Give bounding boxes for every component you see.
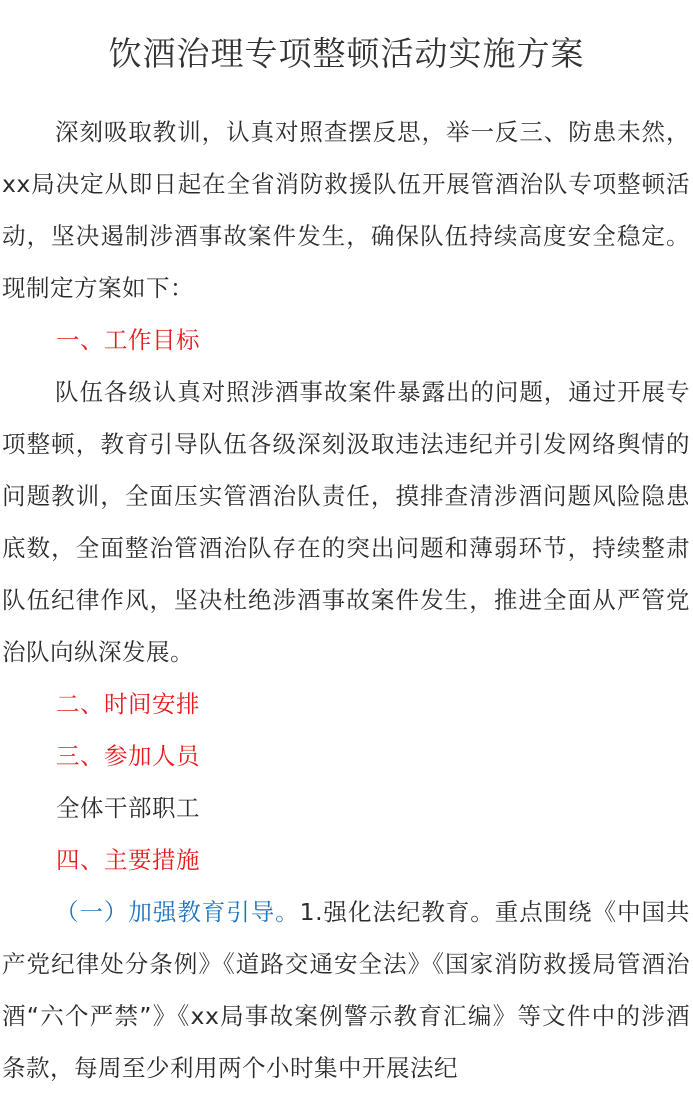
- measure-1-text: 1.强化法纪教育。重点围绕《中国共产党纪律处分条例》《道路交通安全法》《国家消防救援局管酒治酒“六个严禁”》《xx局事故案例警示教育汇编》等文件中的涉酒条款，每周至少利用两个小时集中开展法纪: [2, 898, 691, 1082]
- document-title: 饮酒治理专项整顿活动实施方案: [108, 34, 585, 73]
- section-heading-participants: 三、参加人员: [56, 742, 200, 770]
- intro-paragraph: 深刻吸取教训，认真对照查摆反思，举一反三、防患未然，xx局决定从即日起在全省消防救援队伍开展管酒治队专项整顿活动，坚决遏制涉酒事故案件发生，确保队伍持续高度安全稳定。现制定方案如下：: [2, 118, 690, 302]
- section-heading-goal: 一、工作目标: [56, 326, 200, 354]
- section-heading-schedule: 二、时间安排: [56, 690, 200, 718]
- document-body: [2, 106, 690, 1094]
- participants-text: 全体干部职工: [56, 794, 200, 822]
- goal-paragraph: 队伍各级认真对照涉酒事故案件暴露出的问题，通过开展专项整顿，教育引导队伍各级深刻汲取违法违纪并引发网络舆情的问题教训，全面压实管酒治队责任，摸排查清涉酒问题风险隐患底数，全面整治管酒治队存在的突出问题和薄弱环节，持续整肃队伍纪律作风，坚决杜绝涉酒事故案件发生，推进全面从严管党治队向纵深发展。: [2, 378, 690, 666]
- section-heading-measures: 四、主要措施: [56, 846, 200, 874]
- measure-1-label: （一）加强教育引导。: [55, 898, 300, 926]
- measure-1-paragraph: [2, 886, 690, 1094]
